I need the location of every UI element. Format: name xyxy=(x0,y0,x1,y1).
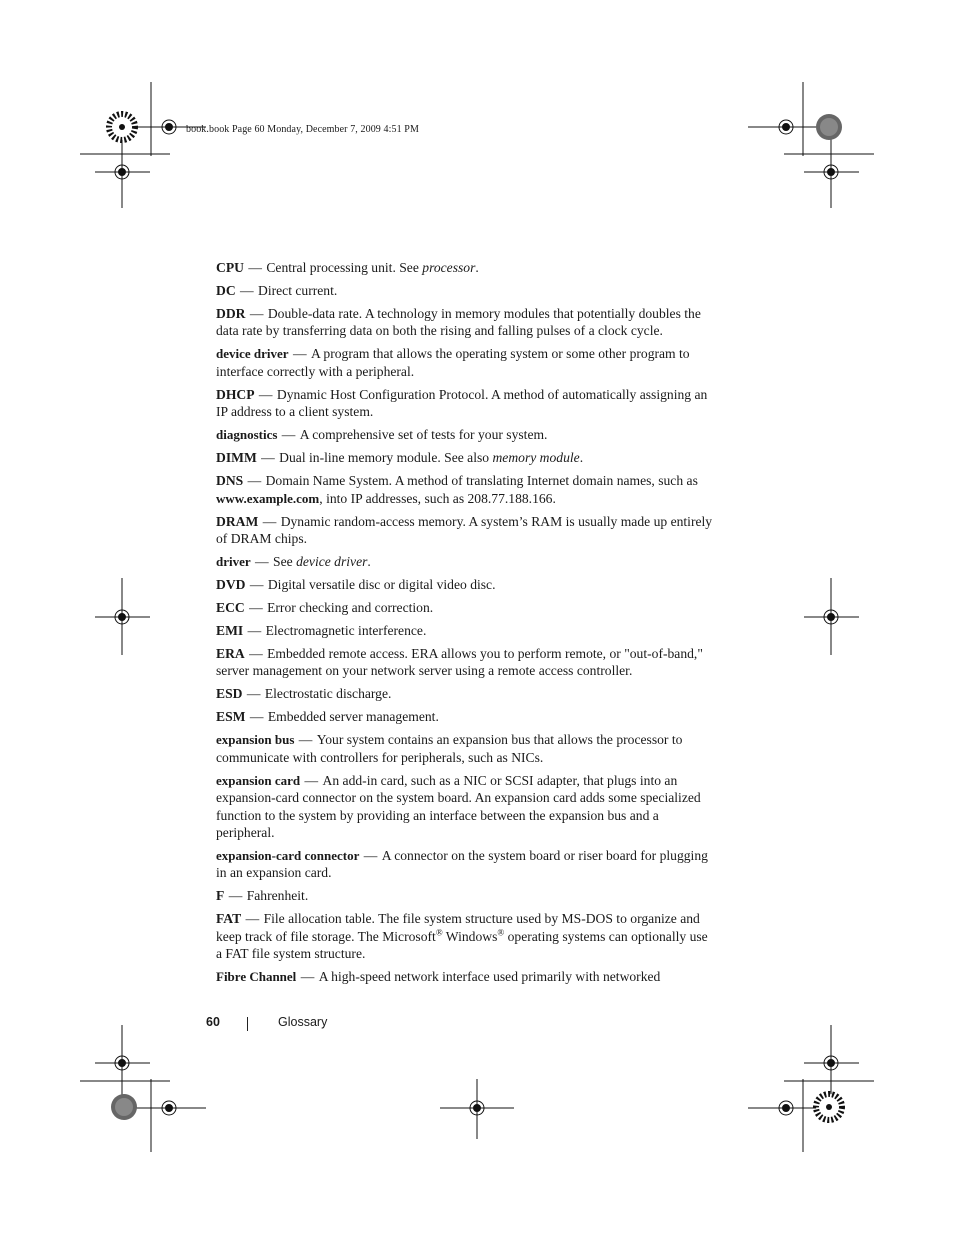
glossary-term: Fibre Channel xyxy=(216,969,297,985)
em-dash: — xyxy=(295,732,316,748)
em-dash: — xyxy=(245,646,267,662)
glossary-term: DDR xyxy=(216,306,246,321)
glossary-entry xyxy=(216,910,716,962)
glossary-entry xyxy=(216,472,716,507)
glossary-definition-tail: . xyxy=(367,554,371,570)
em-dash: — xyxy=(255,386,276,402)
glossary-term: ERA xyxy=(216,646,245,662)
glossary-term: EMI xyxy=(216,623,244,639)
glossary-definition: Central processing unit. See xyxy=(266,260,423,275)
glossary-entry xyxy=(216,259,716,276)
glossary-term: CPU xyxy=(216,260,244,275)
glossary-definition-tail: . xyxy=(579,450,584,466)
glossary-entry xyxy=(216,449,716,466)
glossary-definition: Domain Name System. A method of translating Internet domain names, such as xyxy=(265,473,698,489)
glossary-definition-tail: , into IP addresses, such as 208.77.188.166. xyxy=(319,490,556,506)
footer-divider xyxy=(247,1017,248,1031)
em-dash: — xyxy=(301,772,322,788)
glossary-definition-tail: . xyxy=(475,260,479,275)
glossary-entry xyxy=(216,622,716,639)
glossary-definition: Dynamic Host Configuration Protocol. A method of automatically assigning an IP address to a client system. xyxy=(216,386,708,420)
glossary-definition: Fahrenheit. xyxy=(246,888,309,904)
section-title: Glossary xyxy=(278,1015,328,1029)
em-dash: — xyxy=(246,709,267,725)
glossary-definition: Embedded server management. xyxy=(267,709,439,725)
glossary-entry xyxy=(216,968,716,985)
em-dash: — xyxy=(360,848,381,864)
glossary-term: device driver xyxy=(216,346,289,362)
cross-reference: device driver xyxy=(296,554,368,570)
glossary-entry xyxy=(216,576,716,593)
registered-mark: ® xyxy=(497,927,505,938)
glossary-definition: File allocation table. The file system structure used by MS-DOS to organize and keep track of file storage. The Microsoft xyxy=(216,911,700,944)
glossary-definition-part: Windows xyxy=(442,928,498,944)
glossary-definition: Digital versatile disc or digital video disc. xyxy=(267,577,496,593)
em-dash: — xyxy=(236,283,258,298)
em-dash: — xyxy=(242,911,263,927)
glossary-entry xyxy=(216,513,716,548)
glossary-term: ECC xyxy=(216,600,245,616)
glossary-entry xyxy=(216,887,716,904)
glossary-term: DIMM xyxy=(216,450,257,466)
glossary-definition: Electromagnetic interference. xyxy=(265,623,427,639)
glossary-entry xyxy=(216,645,716,680)
glossary-definition: An add-in card, such as a NIC or SCSI adapter, that plugs into an expansion-card connector on the system board. An expansion card adds some specialized function to the system by providing an interface between the expansion bus and a peripheral. xyxy=(216,772,701,841)
glossary-term: DC xyxy=(216,283,236,298)
glossary-entry xyxy=(216,305,716,340)
glossary-definition: Dynamic random-access memory. A system’s RAM is usually made up entirely of DRAM chips. xyxy=(216,513,713,547)
glossary-definition: A comprehensive set of tests for your system. xyxy=(299,427,548,443)
glossary-definition: Embedded remote access. ERA allows you to perform remote, or "out-of-band," server management on your network server using a remote access controller. xyxy=(216,646,703,679)
em-dash: — xyxy=(259,513,280,529)
glossary-entry xyxy=(216,426,716,443)
em-dash: — xyxy=(244,473,265,489)
registered-mark: ® xyxy=(435,927,443,938)
cross-reference: memory module xyxy=(492,450,580,466)
glossary-term: DVD xyxy=(216,577,246,593)
glossary-entry xyxy=(216,772,716,842)
glossary-term: FAT xyxy=(216,911,242,927)
glossary-term: driver xyxy=(216,554,251,570)
glossary-term: expansion card xyxy=(216,772,301,788)
em-dash: — xyxy=(246,306,267,321)
em-dash: — xyxy=(243,686,264,702)
em-dash: — xyxy=(251,554,273,570)
glossary-entries xyxy=(216,259,716,991)
glossary-term: F xyxy=(216,888,225,904)
example-url: www.example.com xyxy=(216,490,320,506)
glossary-definition: A program that allows the operating system or some other program to interface correctly with a peripheral. xyxy=(216,346,690,379)
glossary-entry xyxy=(216,685,716,702)
em-dash: — xyxy=(297,969,318,985)
glossary-entry xyxy=(216,282,716,299)
glossary-entry xyxy=(216,847,716,882)
glossary-term: DRAM xyxy=(216,513,259,529)
em-dash: — xyxy=(244,260,266,275)
glossary-definition: Dual in-line memory module. See also xyxy=(279,450,493,466)
glossary-definition: A high-speed network interface used primarily with networked xyxy=(318,969,661,985)
glossary-term: DHCP xyxy=(216,386,255,402)
print-slug: book.book Page 60 Monday, December 7, 2009 4:51 PM xyxy=(186,124,419,135)
glossary-entry xyxy=(216,731,716,766)
glossary-entry xyxy=(216,345,716,380)
glossary-definition: Double-data rate. A technology in memory modules that potentially doubles the data rate by transferring data on both the rising and falling pulses of a clock cycle. xyxy=(216,306,701,339)
glossary-definition: Error checking and correction. xyxy=(267,600,434,616)
page-number: 60 xyxy=(206,1015,220,1029)
glossary-definition: Your system contains an expansion bus that allows the processor to communicate with controllers for peripherals, such as NICs. xyxy=(216,732,683,765)
glossary-definition: A connector on the system board or riser board for plugging in an expansion card. xyxy=(216,848,708,881)
glossary-entry xyxy=(216,708,716,725)
glossary-term: DNS xyxy=(216,473,244,489)
glossary-term: ESD xyxy=(216,686,243,702)
em-dash: — xyxy=(245,600,267,616)
glossary-term: expansion bus xyxy=(216,732,295,748)
em-dash: — xyxy=(278,427,299,443)
glossary-term: ESM xyxy=(216,709,246,725)
glossary-definition: Electrostatic discharge. xyxy=(264,686,392,702)
glossary-definition: See xyxy=(273,554,297,570)
em-dash: — xyxy=(289,346,310,362)
glossary-entry xyxy=(216,599,716,616)
em-dash: — xyxy=(225,888,246,904)
cross-reference: processor xyxy=(422,260,476,275)
glossary-definition-tail: operating systems can optionally use a FAT file system structure. xyxy=(216,928,708,962)
em-dash: — xyxy=(257,450,279,466)
glossary-term: expansion-card connector xyxy=(216,848,360,864)
glossary-entry xyxy=(216,553,716,570)
glossary-definition: Direct current. xyxy=(258,283,338,298)
em-dash: — xyxy=(246,577,267,593)
em-dash: — xyxy=(244,623,265,639)
glossary-entry xyxy=(216,386,716,421)
glossary-term: diagnostics xyxy=(216,427,278,443)
